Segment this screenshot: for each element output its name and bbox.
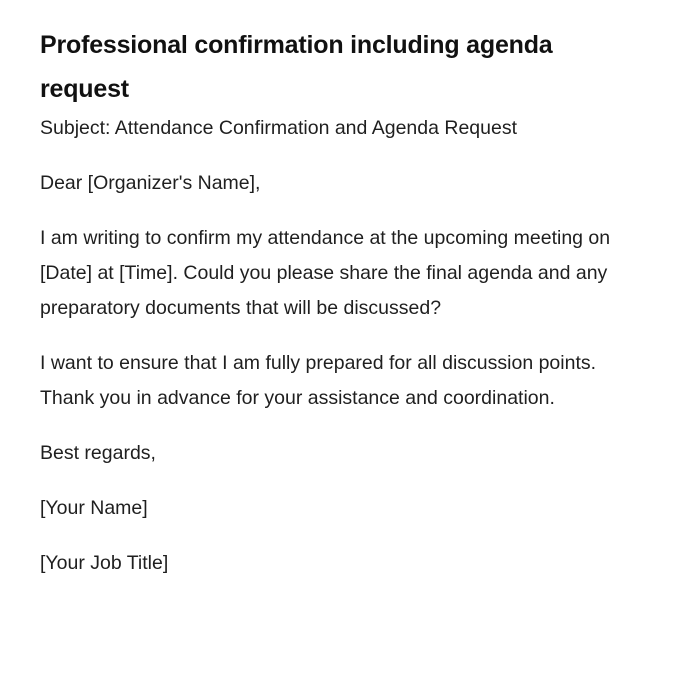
- closing: Best regards,: [40, 442, 156, 464]
- signature-name: [Your Name]: [40, 497, 148, 519]
- letter-body: [40, 111, 640, 581]
- body-paragraph-2: I want to ensure that I am fully prepared for all discussion points. Thank you in advance for your assistance and coordination.: [40, 352, 597, 409]
- salutation: Dear [Organizer's Name],: [40, 172, 261, 194]
- body-paragraph-1: I am writing to confirm my attendance at the upcoming meeting on [Date] at [Time]. Could you please share the final agenda and any preparatory documents that will be discussed?: [40, 227, 611, 319]
- signature-title: [Your Job Title]: [40, 552, 169, 574]
- subject-line: Subject: Attendance Confirmation and Agenda Request: [40, 117, 517, 139]
- document-title: Professional confirmation including agenda request: [40, 31, 553, 103]
